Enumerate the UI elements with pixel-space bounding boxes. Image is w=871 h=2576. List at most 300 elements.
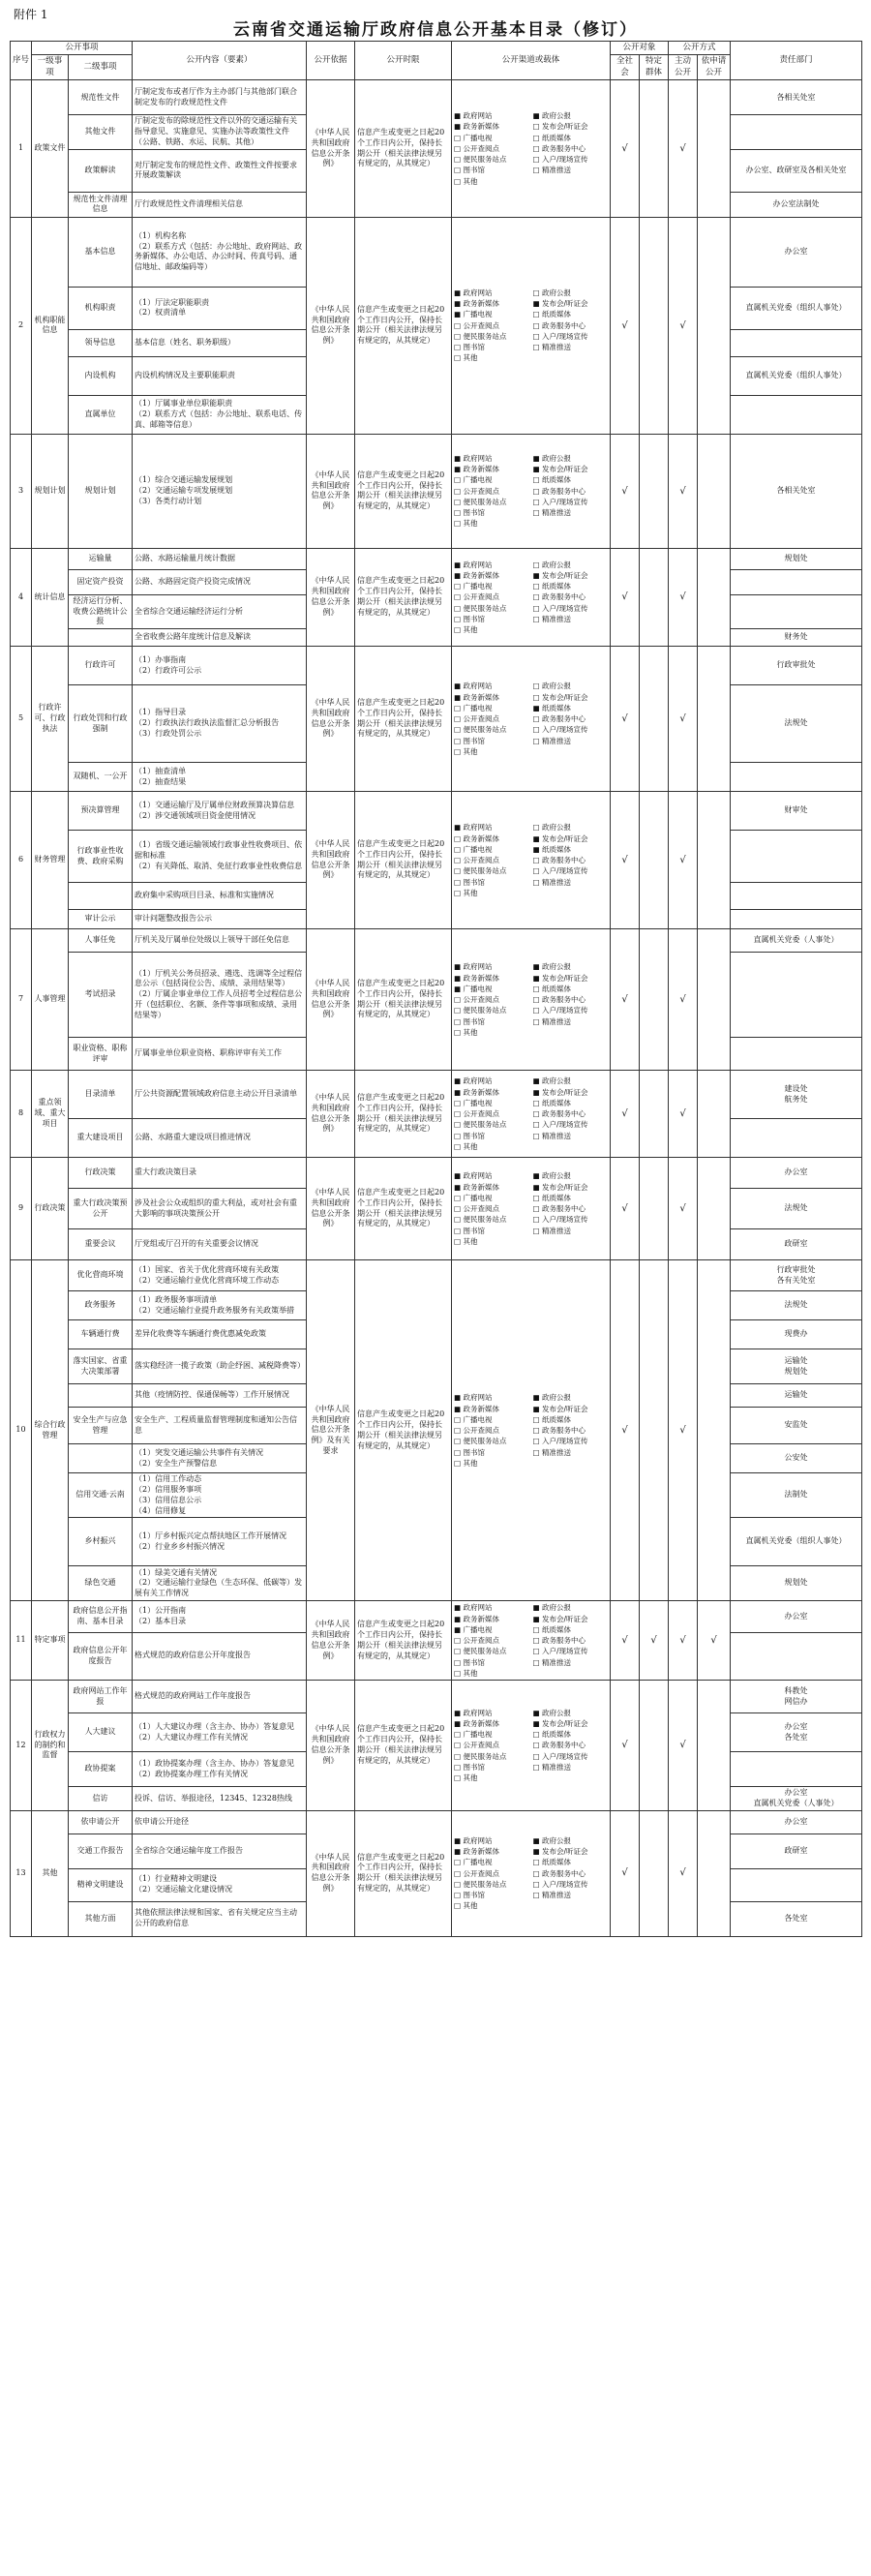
channel-option: ■ 纸质媒体 — [533, 703, 609, 713]
content-element: （1）厅机关公务员招录、遴选、选调等全过程信息公示（包括岗位公告、成绩、录用结果等） （2）厅属企事业单位工作人员招考全过程信息公开（包括职位、名额、条件等事项和成绩、录用结果等） — [133, 953, 307, 1038]
channel-option: □ 政务服务中心 — [533, 143, 609, 154]
channel-option: □ 公开查阅点 — [454, 1425, 529, 1436]
responsible-dept: 法规处 — [731, 1189, 862, 1229]
channel-option: □ 纸质媒体 — [533, 1857, 609, 1867]
channel-option: ■ 政府公报 — [533, 1076, 609, 1086]
channel-option: □ 公开查阅点 — [454, 855, 529, 865]
channel-option: □ 精准推送 — [533, 342, 609, 352]
responsible-dept — [731, 1119, 862, 1158]
header-level2: 二级事项 — [69, 55, 133, 80]
channel-option: ■ 政务新媒体 — [454, 570, 529, 581]
channel-option: ■ 广播电视 — [454, 984, 529, 994]
responsible-dept — [731, 910, 862, 929]
channel-option: ■ 发布会/听证会 — [533, 1087, 609, 1098]
responsible-dept: 法规处 — [731, 1291, 862, 1320]
channel-option: □ 发布会/听证会 — [533, 692, 609, 703]
header-method: 公开方式 — [669, 42, 731, 55]
channel-option: □ 公开查阅点 — [454, 1203, 529, 1214]
channel-option: ■ 政府网站 — [454, 822, 529, 833]
channel-option: □ 便民服务站点 — [454, 1214, 529, 1225]
all-check: √ — [611, 217, 640, 434]
channel-option: ■ 政府网站 — [454, 560, 529, 570]
level1-item: 机构职能信息 — [32, 217, 69, 434]
channel-option: □ 精准推送 — [533, 614, 609, 624]
content-element: 全省综合交通运输经济运行分析 — [133, 594, 307, 628]
row-number: 2 — [11, 217, 32, 434]
level2-item: 安全生产与应急管理 — [69, 1408, 133, 1444]
channel-option: □ 便民服务站点 — [454, 1879, 529, 1890]
responsible-dept: 办公室 — [731, 1158, 862, 1189]
request-check — [698, 434, 731, 548]
channel-option: □ 公开查阅点 — [454, 713, 529, 724]
content-element: 厅机关及厅属单位处级以上领导干部任免信息 — [133, 929, 307, 953]
channel-option: □ 纸质媒体 — [533, 1624, 609, 1635]
channel-option: ■ 政务新媒体 — [454, 1182, 529, 1193]
content-element: （1）厅属事业单位职能职责 （2）联系方式（包括：办公地址、联系电话、传真、邮箱等信息） — [133, 395, 307, 434]
disclosure-basis: 《中华人民共和国政府信息公开条例》 — [307, 434, 355, 548]
channel-option: ■ 政府公报 — [533, 1170, 609, 1181]
channel-option: □ 广播电视 — [454, 703, 529, 713]
level2-item — [69, 1384, 133, 1408]
disclosure-time: 信息产生或变更之日起20个工作日内公开，保持长期公开（相关法律法规另有规定的，从其规定） — [355, 792, 452, 929]
request-check — [698, 929, 731, 1071]
channel-option: □ 广播电视 — [454, 1193, 529, 1203]
channel-option: □ 纸质媒体 — [533, 1193, 609, 1203]
channel-option: ■ 政务新媒体 — [454, 1718, 529, 1729]
channel-option: ■ 政府公报 — [533, 1602, 609, 1613]
channel-option: □ 政务服务中心 — [533, 855, 609, 865]
channel-option: ■ 政府公报 — [533, 1392, 609, 1403]
channel-option: □ 便民服务站点 — [454, 1751, 529, 1762]
row-number: 7 — [11, 929, 32, 1071]
level2-item: 交通工作报告 — [69, 1834, 133, 1868]
channel-option: ■ 政务新媒体 — [454, 1404, 529, 1414]
channel-option: □ 公开查阅点 — [454, 1635, 529, 1646]
level2-item: 固定资产投资 — [69, 569, 133, 594]
content-element: （1）政协提案办理（含主办、协办）答复意见 （2）政协提案办理工作有关情况 — [133, 1752, 307, 1787]
channel-option: □ 政务服务中心 — [533, 320, 609, 331]
channel-option: □ 公开查阅点 — [454, 486, 529, 497]
level1-item: 规划计划 — [32, 434, 69, 548]
row-number: 5 — [11, 647, 32, 792]
responsible-dept: 政研室 — [731, 1229, 862, 1260]
channel-list — [452, 1071, 611, 1158]
responsible-dept — [731, 883, 862, 910]
channel-option: ■ 政务新媒体 — [454, 973, 529, 984]
channel-option: ■ 政府网站 — [454, 1392, 529, 1403]
disclosure-time: 信息产生或变更之日起20个工作日内公开，保持长期公开（相关法律法规另有规定的，从其规定） — [355, 647, 452, 792]
level2-item: 规划计划 — [69, 434, 133, 548]
responsible-dept: 各相关处室 — [731, 434, 862, 548]
channel-option: □ 政务服务中心 — [533, 1425, 609, 1436]
specific-check — [640, 1681, 669, 1811]
content-element: （1）突发交通运输公共事件有关情况 （2）安全生产预警信息 — [133, 1444, 307, 1473]
responsible-dept: 各相关处室 — [731, 80, 862, 115]
level2-item: 领导信息 — [69, 329, 133, 356]
channel-option: ■ 广播电视 — [454, 1624, 529, 1635]
channel-option: □ 发布会/听证会 — [533, 121, 609, 132]
specific-check — [640, 929, 669, 1071]
channel-list — [452, 217, 611, 434]
all-check: √ — [611, 80, 640, 217]
level2-item: 重大行政决策预公开 — [69, 1189, 133, 1229]
channel-option: □ 精准推送 — [533, 507, 609, 518]
all-check: √ — [611, 548, 640, 646]
level2-item: 目录清单 — [69, 1071, 133, 1119]
content-element: 厅属事业单位职业资格、职称评审有关工作 — [133, 1038, 307, 1071]
specific-check — [640, 1810, 669, 1936]
responsible-dept: 安监处 — [731, 1408, 862, 1444]
level2-item: 政府网站工作年报 — [69, 1681, 133, 1713]
channel-option: □ 入户/现场宣传 — [533, 331, 609, 342]
content-element: （1）人大建议办理（含主办、协办）答复意见 （2）人大建议办理工作有关情况 — [133, 1713, 307, 1752]
channel-list — [452, 929, 611, 1071]
responsible-dept — [731, 329, 862, 356]
table-row — [11, 1681, 862, 1713]
responsible-dept: 运输处 规划处 — [731, 1349, 862, 1384]
active-check: √ — [669, 792, 698, 929]
channel-option: □ 广播电视 — [454, 1729, 529, 1740]
all-check: √ — [611, 792, 640, 929]
content-element: 依申请公开途径 — [133, 1810, 307, 1834]
request-check — [698, 1810, 731, 1936]
channel-option: □ 其他 — [454, 1773, 529, 1783]
header-items: 公开事项 — [32, 42, 133, 55]
channel-option: □ 入户/现场宣传 — [533, 1214, 609, 1225]
channel-option: ■ 发布会/听证会 — [533, 570, 609, 581]
channel-option: ■ 政府公报 — [533, 1708, 609, 1718]
disclosure-basis: 《中华人民共和国政府信息公开条例》及有关要求 — [307, 1260, 355, 1601]
document-title: 云南省交通运输厅政府信息公开基本目录（修订） — [233, 20, 638, 40]
channel-option: □ 入户/现场宣传 — [533, 1646, 609, 1656]
responsible-dept: 各处室 — [731, 1901, 862, 1936]
request-check — [698, 217, 731, 434]
channel-option: □ 图书馆 — [454, 1762, 529, 1773]
responsible-dept: 直属机关党委（人事处） — [731, 929, 862, 953]
responsible-dept: 运输处 — [731, 1384, 862, 1408]
level1-item: 财务管理 — [32, 792, 69, 929]
disclosure-basis: 《中华人民共和国政府信息公开条例》 — [307, 1681, 355, 1811]
content-element: 全省收费公路年度统计信息及解读 — [133, 629, 307, 647]
table-row — [11, 1810, 862, 1834]
channel-option: ■ 政府公报 — [533, 453, 609, 464]
responsible-dept: 财务处 — [731, 629, 862, 647]
channel-option: □ 公开查阅点 — [454, 143, 529, 154]
content-element: （1）厅法定职能职责 （2）权责清单 — [133, 287, 307, 329]
channel-option: □ 其他 — [454, 624, 529, 635]
level2-item: 政府信息公开年度报告 — [69, 1632, 133, 1681]
table-row — [11, 929, 862, 953]
content-element: （1）行业精神文明建设 （2）交通运输文化建设情况 — [133, 1868, 307, 1901]
channel-option: □ 公开查阅点 — [454, 994, 529, 1005]
channel-option: ■ 政府公报 — [533, 961, 609, 972]
level2-item: 行政处罚和行政强制 — [69, 685, 133, 763]
channel-option: □ 图书馆 — [454, 507, 529, 518]
disclosure-basis: 《中华人民共和国政府信息公开条例》 — [307, 548, 355, 646]
channel-option: ■ 政府网站 — [454, 681, 529, 691]
content-element: （1）信用工作动态 （2）信用服务事项 （3）信用信息公示 （4）信用修复 — [133, 1473, 307, 1518]
active-check: √ — [669, 1810, 698, 1936]
row-number: 12 — [11, 1681, 32, 1811]
channel-option: □ 政务服务中心 — [533, 1740, 609, 1750]
header-all: 全社会 — [611, 55, 640, 80]
channel-list — [452, 792, 611, 929]
channel-option: □ 入户/现场宣传 — [533, 1436, 609, 1446]
channel-option: □ 入户/现场宣传 — [533, 1119, 609, 1130]
responsible-dept: 办公室 — [731, 217, 862, 287]
responsible-dept — [731, 1868, 862, 1901]
table-row — [11, 434, 862, 548]
channel-option: □ 政务新媒体 — [454, 833, 529, 844]
channel-option: □ 精准推送 — [533, 736, 609, 746]
channel-option: ■ 纸质媒体 — [533, 844, 609, 855]
content-element: 差异化收费等车辆通行费优惠减免政策 — [133, 1320, 307, 1349]
responsible-dept: 政研室 — [731, 1834, 862, 1868]
header-content: 公开内容（要素） — [133, 42, 307, 80]
responsible-dept — [731, 1632, 862, 1681]
channel-option: □ 政务服务中心 — [533, 1868, 609, 1879]
disclosure-basis: 《中华人民共和国政府信息公开条例》 — [307, 80, 355, 217]
content-element: （1）机构名称 （2）联系方式（包括：办公地址、政府网站、政务新媒体、办公电话、办公时间、传真号码、通信地址、邮政编码等） — [133, 217, 307, 287]
disclosure-basis: 《中华人民共和国政府信息公开条例》 — [307, 217, 355, 434]
channel-option: □ 政府公报 — [533, 560, 609, 570]
level2-item: 机构职责 — [69, 287, 133, 329]
channel-option: □ 精准推送 — [533, 1131, 609, 1141]
content-element: 格式规范的政府网站工作年度报告 — [133, 1681, 307, 1713]
level2-item: 行政决策 — [69, 1158, 133, 1189]
channel-option: □ 精准推送 — [533, 1762, 609, 1773]
channel-list — [452, 1158, 611, 1260]
content-element: 公路、水路运输量月统计数据 — [133, 548, 307, 569]
disclosure-time: 信息产生或变更之日起20个工作日内公开，保持长期公开（相关法律法规另有规定的，从其规定） — [355, 1810, 452, 1936]
responsible-dept — [731, 569, 862, 594]
all-check: √ — [611, 1071, 640, 1158]
specific-check — [640, 792, 669, 929]
request-check — [698, 548, 731, 646]
channel-option: □ 其他 — [454, 1141, 529, 1152]
channel-option: □ 广播电视 — [454, 474, 529, 485]
channel-option: □ 精准推送 — [533, 1016, 609, 1027]
responsible-dept — [731, 1038, 862, 1071]
channel-option: □ 精准推送 — [533, 1657, 609, 1668]
level2-item: 其他文件 — [69, 115, 133, 149]
level2-item: 人事任免 — [69, 929, 133, 953]
active-check: √ — [669, 1260, 698, 1601]
channel-option: □ 便民服务站点 — [454, 603, 529, 614]
header-time: 公开时限 — [355, 42, 452, 80]
channel-option: □ 其他 — [454, 1900, 529, 1911]
all-check: √ — [611, 434, 640, 548]
channel-list — [452, 1681, 611, 1811]
level2-item: 其他方面 — [69, 1901, 133, 1936]
channel-list — [452, 548, 611, 646]
specific-check — [640, 548, 669, 646]
all-check: √ — [611, 929, 640, 1071]
content-element: 投诉、信访、举报途径，12345、12328热线 — [133, 1787, 307, 1811]
disclosure-time: 信息产生或变更之日起20个工作日内公开，保持长期公开（相关法律法规另有规定的，从其规定） — [355, 929, 452, 1071]
all-check: √ — [611, 1601, 640, 1681]
active-check: √ — [669, 1071, 698, 1158]
channel-option: □ 入户/现场宣传 — [533, 1751, 609, 1762]
channel-option: □ 政务服务中心 — [533, 591, 609, 602]
request-check — [698, 647, 731, 792]
active-check: √ — [669, 217, 698, 434]
header-channel: 公开渠道或载体 — [452, 42, 611, 80]
responsible-dept — [731, 763, 862, 792]
content-element: 基本信息（姓名、职务职级） — [133, 329, 307, 356]
channel-option: □ 政务服务中心 — [533, 713, 609, 724]
channel-option: ■ 政府网站 — [454, 961, 529, 972]
level2-item: 绿色交通 — [69, 1566, 133, 1601]
request-check — [698, 80, 731, 217]
level1-item: 综合行政管理 — [32, 1260, 69, 1601]
channel-option: □ 纸质媒体 — [533, 474, 609, 485]
content-element: （1）省级交通运输领域行政事业性收费项目、依据和标准 （2）有关降低、取消、免征行政事业性收费信息 — [133, 831, 307, 883]
responsible-dept — [731, 115, 862, 149]
channel-option: □ 图书馆 — [454, 1447, 529, 1458]
header-specific: 特定群体 — [640, 55, 669, 80]
channel-option: □ 入户/现场宣传 — [533, 154, 609, 165]
level2-item: 规范性文件清理信息 — [69, 192, 133, 217]
content-element: 涉及社会公众或组织的重大利益，或对社会有重大影响的事项决策预公开 — [133, 1189, 307, 1229]
table-row — [11, 647, 862, 685]
channel-option: □ 图书馆 — [454, 877, 529, 888]
channel-option: □ 纸质媒体 — [533, 984, 609, 994]
channel-option: ■ 政务新媒体 — [454, 1614, 529, 1624]
disclosure-basis: 《中华人民共和国政府信息公开条例》 — [307, 1158, 355, 1260]
responsible-dept: 财审处 — [731, 792, 862, 831]
channel-list — [452, 1260, 611, 1601]
level1-item: 特定事项 — [32, 1601, 69, 1681]
disclosure-basis: 《中华人民共和国政府信息公开条例》 — [307, 1810, 355, 1936]
channel-option: ■ 发布会/听证会 — [533, 1182, 609, 1193]
responsible-dept: 办公室、政研室及各相关处室 — [731, 149, 862, 192]
disclosure-time: 信息产生或变更之日起20个工作日内公开，保持长期公开（相关法律法规另有规定的，从其规定） — [355, 1260, 452, 1601]
disclosure-time: 信息产生或变更之日起20个工作日内公开，保持长期公开（相关法律法规另有规定的，从其规定） — [355, 548, 452, 646]
content-element: 公路、水路固定资产投资完成情况 — [133, 569, 307, 594]
level2-item: 精神文明建设 — [69, 1868, 133, 1901]
channel-option: ■ 政府网站 — [454, 110, 529, 121]
channel-list — [452, 1810, 611, 1936]
content-element: （1）综合交通运输发展规划 （2）交通运输专项发展规划 （3）各类行动计划 — [133, 434, 307, 548]
content-element: （1）办事指南 （2）行政许可公示 — [133, 647, 307, 685]
table-row — [11, 80, 862, 115]
responsible-dept: 规划处 — [731, 1566, 862, 1601]
content-element: 厅行政规范性文件清理相关信息 — [133, 192, 307, 217]
specific-check — [640, 1260, 669, 1601]
responsible-dept — [731, 594, 862, 628]
channel-option: □ 图书馆 — [454, 1131, 529, 1141]
channel-option: □ 入户/现场宣传 — [533, 865, 609, 876]
channel-option: □ 纸质媒体 — [533, 1729, 609, 1740]
active-check: √ — [669, 548, 698, 646]
all-check: √ — [611, 647, 640, 792]
level2-item: 重大建设项目 — [69, 1119, 133, 1158]
level2-item: 政府信息公开指南、基本目录 — [69, 1601, 133, 1632]
channel-option: ■ 政府网站 — [454, 1170, 529, 1181]
channel-option: ■ 政务新媒体 — [454, 121, 529, 132]
content-element: （1）政务服务事项清单 （2）交通运输行业提升政务服务有关政策举措 — [133, 1291, 307, 1320]
level2-item: 运输量 — [69, 548, 133, 569]
row-number: 4 — [11, 548, 32, 646]
level2-item: 政协提案 — [69, 1752, 133, 1787]
content-element: 审计问题整改报告公示 — [133, 910, 307, 929]
content-element: 公路、水路重大建设项目推进情况 — [133, 1119, 307, 1158]
level2-item: 考试招录 — [69, 953, 133, 1038]
channel-option: □ 纸质媒体 — [533, 1098, 609, 1108]
level2-item: 优化营商环境 — [69, 1260, 133, 1291]
request-check — [698, 1158, 731, 1260]
channel-option: ■ 发布会/听证会 — [533, 973, 609, 984]
channel-option: ■ 政府网站 — [454, 1602, 529, 1613]
row-number: 10 — [11, 1260, 32, 1601]
channel-option: □ 图书馆 — [454, 1226, 529, 1236]
channel-option: □ 便民服务站点 — [454, 154, 529, 165]
header-level1: 一级事项 — [32, 55, 69, 80]
channel-option: □ 图书馆 — [454, 1016, 529, 1027]
all-check: √ — [611, 1681, 640, 1811]
responsible-dept — [731, 1752, 862, 1787]
channel-option: □ 便民服务站点 — [454, 331, 529, 342]
disclosure-time: 信息产生或变更之日起20个工作日内公开，保持长期公开（相关法律法规另有规定的，从其规定） — [355, 1681, 452, 1811]
channel-option: ■ 发布会/听证会 — [533, 1404, 609, 1414]
channel-option: □ 入户/现场宣传 — [533, 724, 609, 735]
level2-item — [69, 883, 133, 910]
channel-option: ■ 发布会/听证会 — [533, 1614, 609, 1624]
channel-option: ■ 政府网站 — [454, 1835, 529, 1846]
channel-option: □ 便民服务站点 — [454, 1646, 529, 1656]
channel-option: □ 政务服务中心 — [533, 1635, 609, 1646]
disclosure-time: 信息产生或变更之日起20个工作日内公开，保持长期公开（相关法律法规另有规定的，从其规定） — [355, 217, 452, 434]
content-element: （1）指导目录 （2）行政执法行政执法监督汇总分析报告 （3）行政处罚公示 — [133, 685, 307, 763]
level2-item: 乡村振兴 — [69, 1518, 133, 1566]
content-element: 内设机构情况及主要职能职责 — [133, 356, 307, 395]
disclosure-time: 信息产生或变更之日起20个工作日内公开，保持长期公开（相关法律法规另有规定的，从其规定） — [355, 80, 452, 217]
channel-option: ■ 政务新媒体 — [454, 298, 529, 309]
channel-option: □ 其他 — [454, 888, 529, 898]
level2-item — [69, 1444, 133, 1473]
channel-option: □ 其他 — [454, 352, 529, 363]
channel-option: □ 其他 — [454, 746, 529, 757]
responsible-dept: 直属机关党委（组织人事处） — [731, 1518, 862, 1566]
level2-item: 审计公示 — [69, 910, 133, 929]
channel-option: □ 图书馆 — [454, 342, 529, 352]
level1-item: 行政决策 — [32, 1158, 69, 1260]
active-check: √ — [669, 434, 698, 548]
disclosure-basis: 《中华人民共和国政府信息公开条例》 — [307, 929, 355, 1071]
responsible-dept: 行政审批处 各有关处室 — [731, 1260, 862, 1291]
channel-option: □ 公开查阅点 — [454, 1868, 529, 1879]
request-check — [698, 1260, 731, 1601]
content-element: 厅公共资源配置领域政府信息主动公开目录清单 — [133, 1071, 307, 1119]
all-check: √ — [611, 1260, 640, 1601]
content-element: 对厅制定发布的规范性文件、政策性文件按要求开展政策解读 — [133, 149, 307, 192]
channel-option: □ 广播电视 — [454, 1098, 529, 1108]
channel-option: ■ 政务新媒体 — [454, 464, 529, 474]
content-element: 厅制定发布或者厅作为主办部门与其他部门联合制定发布的行政规范性文件 — [133, 80, 307, 115]
responsible-dept: 建设处 航务处 — [731, 1071, 862, 1119]
channel-option: □ 图书馆 — [454, 1890, 529, 1900]
responsible-dept: 公安处 — [731, 1444, 862, 1473]
content-element: 政府集中采购项目目录、标准和实施情况 — [133, 883, 307, 910]
channel-option: □ 便民服务站点 — [454, 1005, 529, 1015]
active-check: √ — [669, 647, 698, 792]
level2-item: 基本信息 — [69, 217, 133, 287]
content-element: （1）厅乡村振兴定点帮扶地区工作开展情况 （2）行业乡乡村振兴情况 — [133, 1518, 307, 1566]
channel-option: □ 便民服务站点 — [454, 865, 529, 876]
channel-option: ■ 发布会/听证会 — [533, 1846, 609, 1857]
table-row — [11, 217, 862, 287]
